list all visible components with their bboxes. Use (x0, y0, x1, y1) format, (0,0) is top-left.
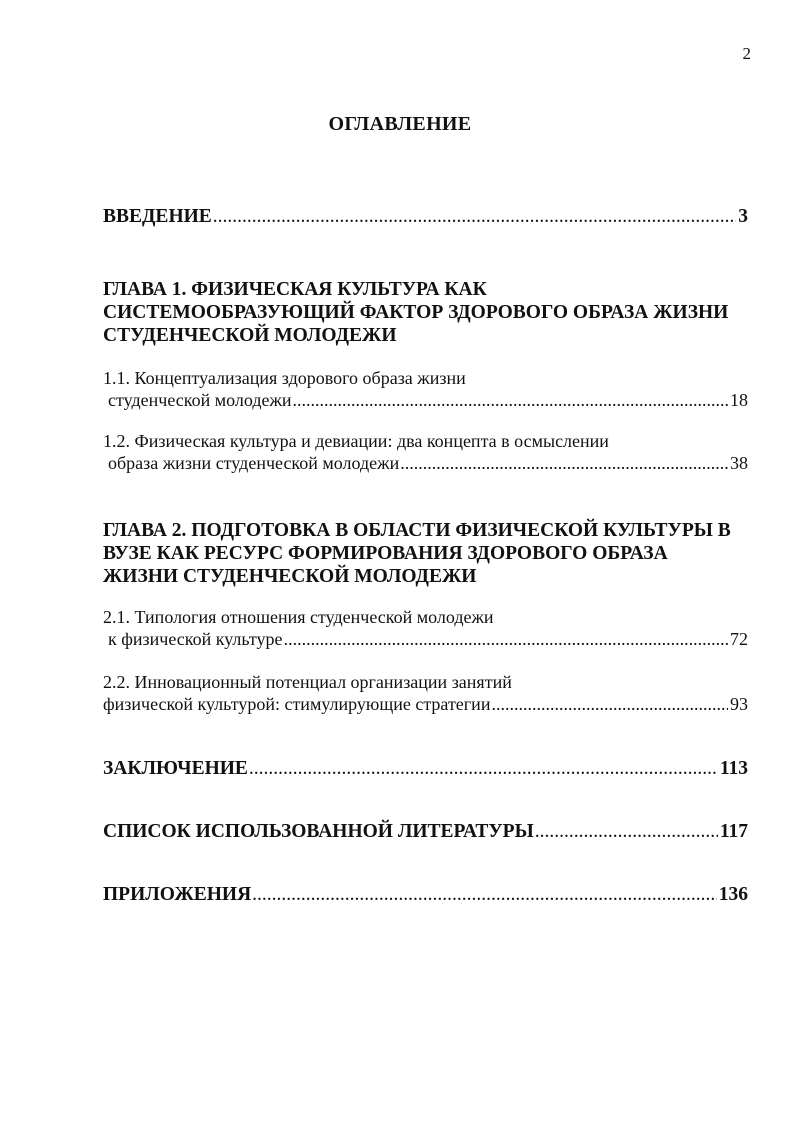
leader-dots (252, 884, 717, 906)
toc-section-title: 1.2. Физическая культура и девиации: два концепта в осмыслении (103, 431, 609, 451)
toc-entry-conclusion (103, 758, 748, 780)
toc-page: 38 (730, 453, 748, 473)
toc-entry-appendices (103, 884, 748, 906)
toc-label: ВВЕДЕНИЕ (103, 206, 212, 227)
leader-dots (213, 206, 736, 228)
toc-entry-intro (103, 206, 748, 228)
leader-dots (249, 758, 718, 780)
toc-section-line (108, 453, 748, 474)
toc-entry-references (103, 821, 748, 843)
leader-dots (284, 629, 728, 650)
toc-section-line (108, 629, 748, 650)
toc-label: студенческой молодежи (108, 390, 292, 410)
toc-label: к физической культуре (108, 629, 283, 649)
toc-section-title: 1.1. Концептуализация здорового образа жизни (103, 368, 466, 388)
toc-section-title: 2.2. Инновационный потенциал организации занятий (103, 672, 512, 692)
toc-page: 72 (730, 629, 748, 649)
toc-label: ПРИЛОЖЕНИЯ (103, 884, 252, 905)
leader-dots (535, 821, 718, 843)
leader-dots (400, 453, 728, 474)
toc-page: 93 (730, 694, 748, 714)
leader-dots (491, 694, 728, 715)
toc-label: образа жизни студенческой молодежи (108, 453, 400, 473)
toc-page: 113 (719, 758, 748, 779)
toc-section-line (103, 694, 748, 715)
toc-label: СПИСОК ИСПОЛЬЗОВАННОЙ ЛИТЕРАТУРЫ (103, 821, 534, 842)
chapter-heading-line: ГЛАВА 2. ПОДГОТОВКА В ОБЛАСТИ ФИЗИЧЕСКОЙ КУЛЬТУРЫ В (103, 520, 731, 541)
chapter-heading-line: СИСТЕМООБРАЗУЮЩИЙ ФАКТОР ЗДОРОВОГО ОБРАЗА ЖИЗНИ (103, 302, 729, 323)
chapter-heading-line: СТУДЕНЧЕСКОЙ МОЛОДЕЖИ (103, 325, 397, 346)
page-number: 2 (742, 44, 751, 63)
chapter-heading-line: ЖИЗНИ СТУДЕНЧЕСКОЙ МОЛОДЕЖИ (103, 566, 477, 587)
toc-page: 18 (730, 390, 748, 410)
toc-label: физической культурой: стимулирующие стратегии (103, 694, 491, 714)
toc-page: 3 (738, 206, 748, 227)
toc-section-line (108, 390, 748, 411)
page-title: ОГЛАВЛЕНИЕ (328, 113, 472, 135)
toc-page: 136 (718, 884, 748, 905)
toc-section-title: 2.1. Типология отношения студенческой молодежи (103, 607, 494, 627)
toc-label: ЗАКЛЮЧЕНИЕ (103, 758, 248, 779)
chapter-heading-line: ВУЗЕ КАК РЕСУРС ФОРМИРОВАНИЯ ЗДОРОВОГО ОБРАЗА (103, 543, 668, 564)
toc-page: 117 (719, 821, 748, 842)
chapter-heading-line: ГЛАВА 1. ФИЗИЧЕСКАЯ КУЛЬТУРА КАК (103, 279, 487, 300)
leader-dots (293, 390, 728, 411)
